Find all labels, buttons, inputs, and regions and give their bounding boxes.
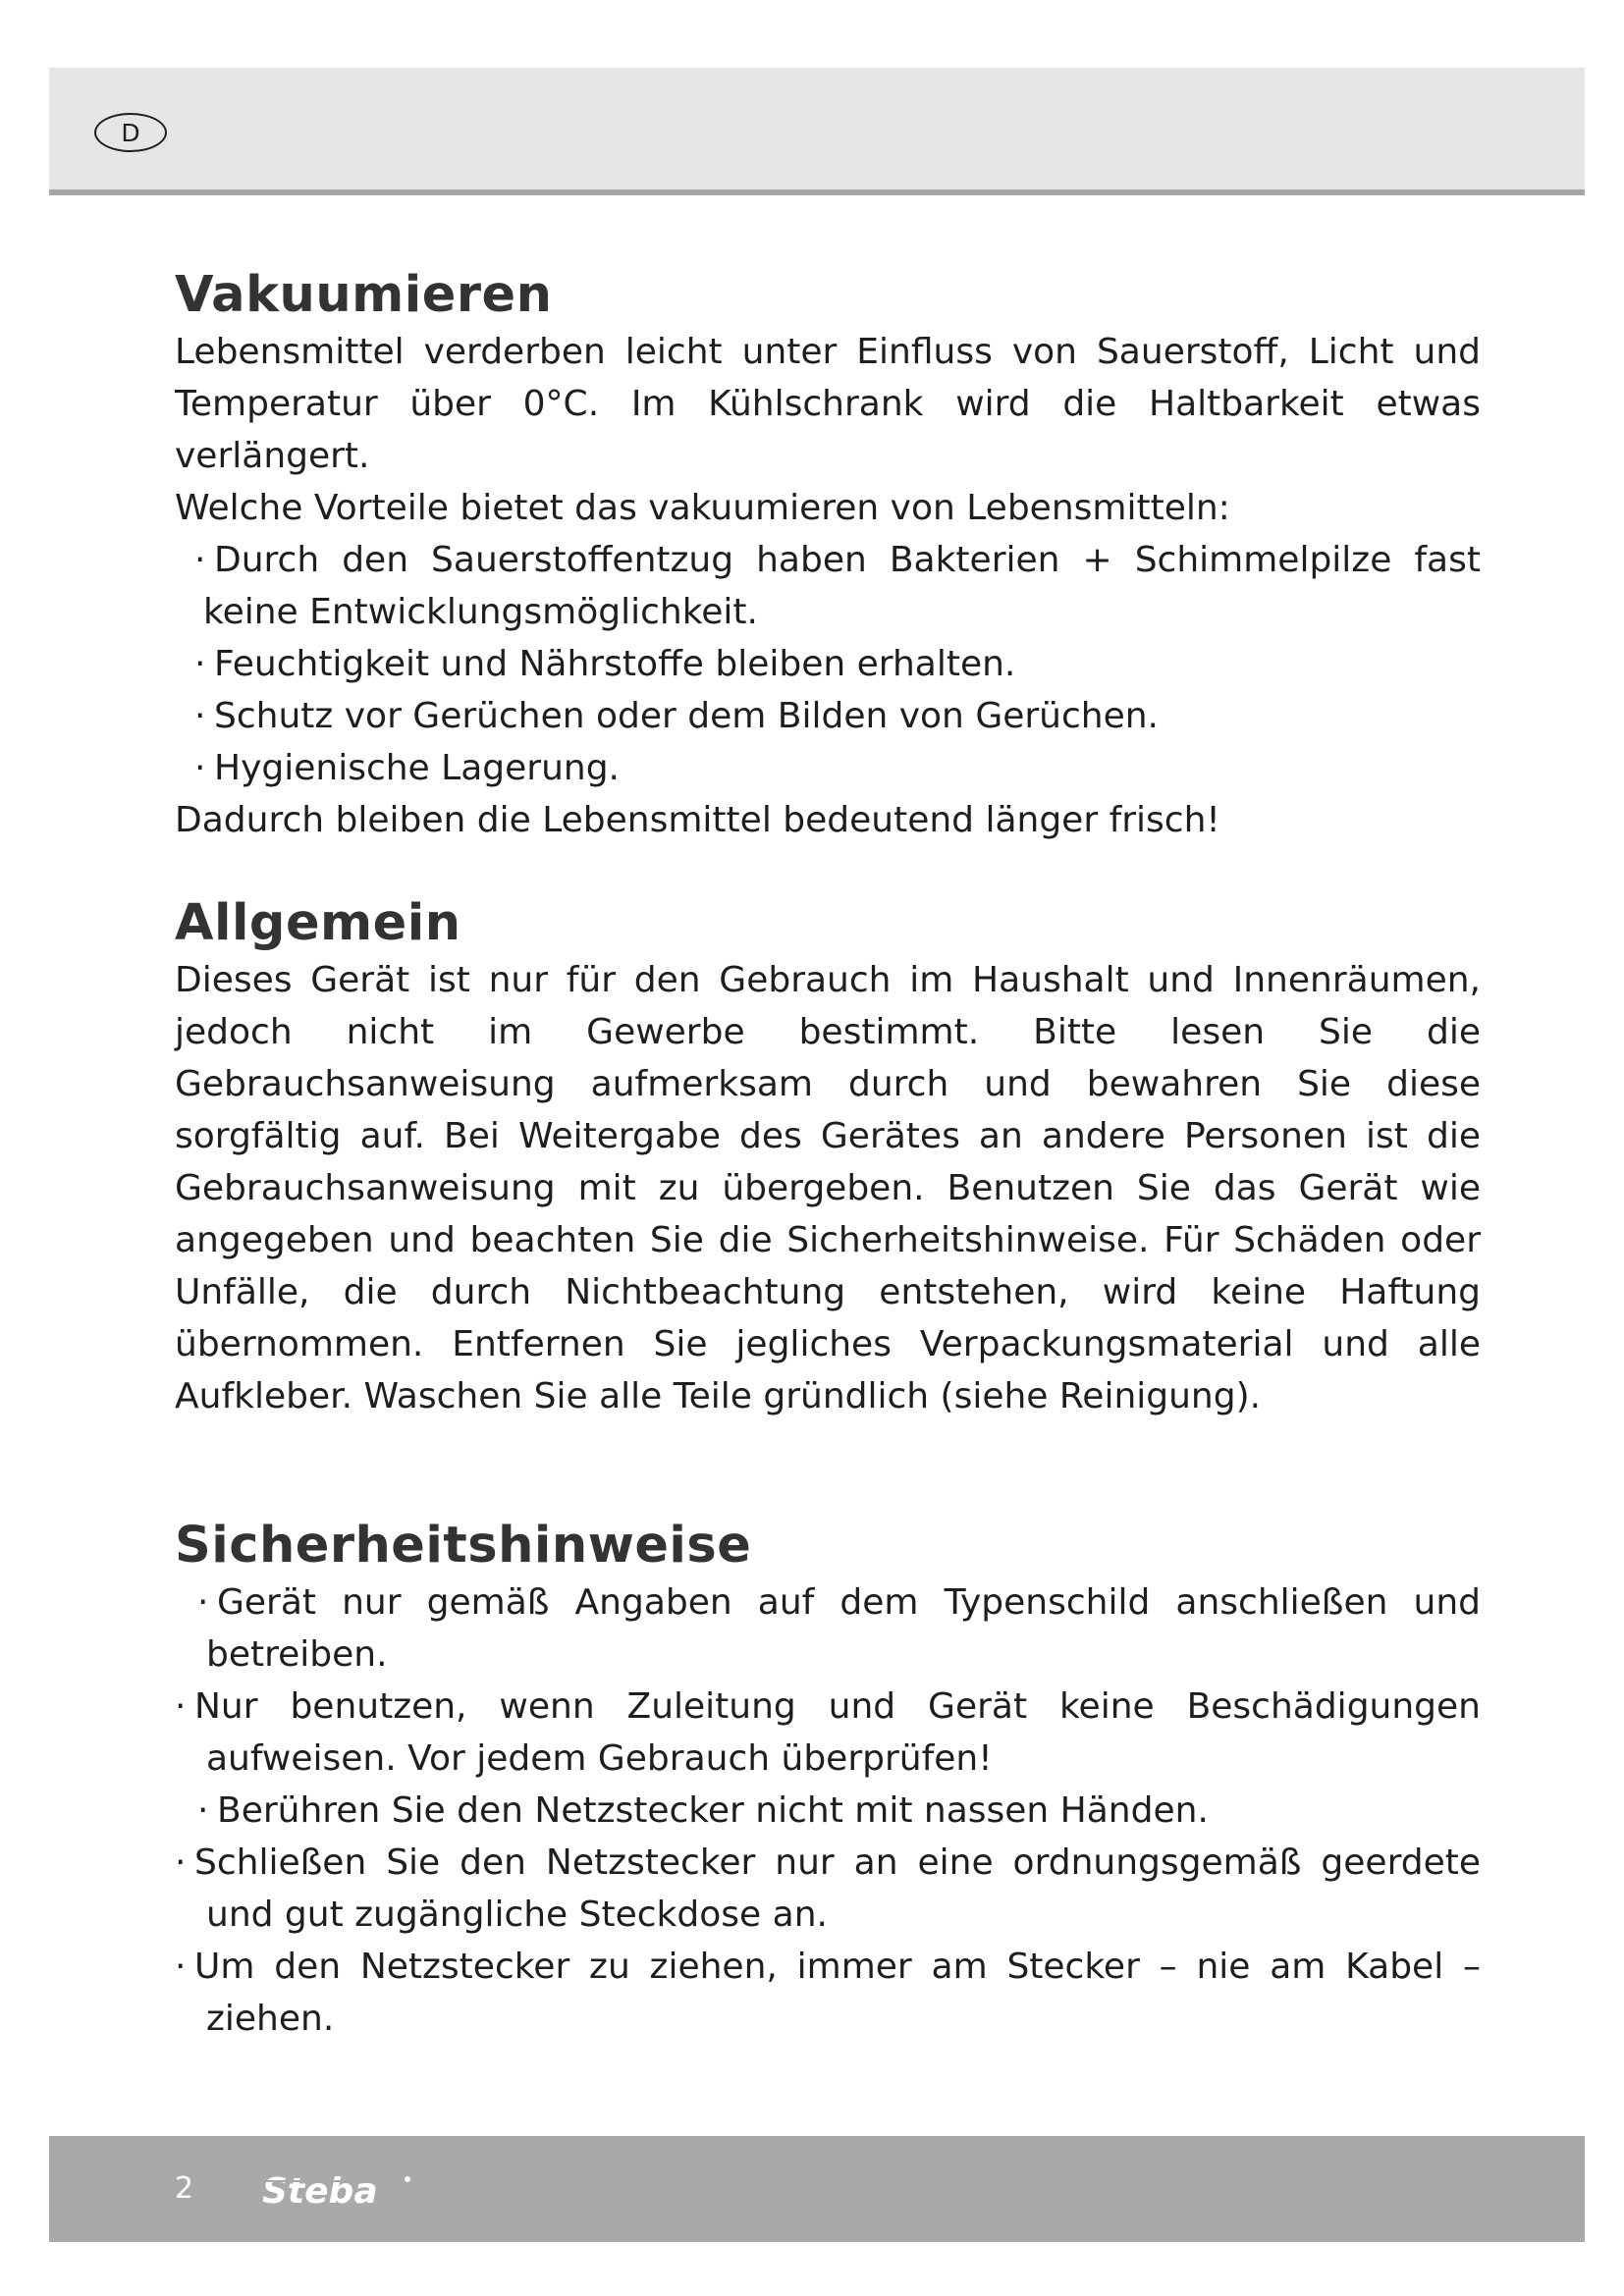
list-item: · Gerät nur gemäß Angaben auf dem Typenschild anschließen und betreiben.: [197, 1582, 1481, 1675]
advantages-list: [175, 534, 1481, 794]
page-number: 2: [175, 2171, 194, 2206]
general-paragraph: Dieses Gerät ist nur für den Gebrauch im Haushalt und Innenräumen, jedoch nicht im Gewerbe bestimmt. Bitte lesen Sie die Gebrauchsanweisung aufmerksam durch und bewahren Sie diese sorgfältig auf. Bei Weitergabe des Gerätes an andere Personen ist die Gebrauchsanweisung mit zu übergeben. Benutzen Sie das Gerät wie angegeben und beachten Sie die Sicherheitshinweise. Für Schäden oder Unfälle, die durch Nichtbeachtung entstehen, wird keine Haftung übernommen. Entfernen Sie jegliches Verpackungsmaterial und alle Aufkleber. Waschen Sie alle Teile gründlich (siehe Reinigung).: [175, 960, 1481, 1416]
list-item: · Nur benutzen, wenn Zuleitung und Gerät keine Beschädigungen aufweisen. Vor jedem Gebrauch überprüfen!: [175, 1686, 1481, 1779]
page-header: [49, 68, 1585, 195]
list-item: · Durch den Sauerstoffentzug haben Bakterien + Schimmelpilze fast keine Entwicklungsmöglichkeit.: [194, 540, 1481, 632]
list-item: · Hygienische Lagerung.: [194, 748, 620, 788]
list-item: · Feuchtigkeit und Nährstoffe bleiben erhalten.: [194, 644, 1016, 684]
safety-list: [175, 1576, 1481, 2045]
section-sicherheitshinweise: [175, 1516, 1481, 2045]
page-footer: [49, 2136, 1585, 2242]
section-title: Sicherheitshinweise: [175, 1517, 752, 1575]
main-content: [175, 265, 1481, 2045]
list-item: · Um den Netzstecker zu ziehen, immer am Stecker – nie am Kabel – ziehen.: [175, 1947, 1481, 2039]
intro-paragraph: Lebensmittel verderben leicht unter Einfluss von Sauerstoff, Licht und Temperatur über 0°C. Im Kühlschrank wird die Haltbarkeit etwas verlängert.: [175, 332, 1481, 476]
language-badge: D: [94, 113, 167, 152]
svg-text:Steba: Steba: [262, 2171, 378, 2212]
section-allgemein: [175, 893, 1481, 1422]
section-title: Allgemein: [175, 894, 461, 952]
question-paragraph: Welche Vorteile bietet das vakuumieren von Lebensmitteln:: [175, 488, 1230, 528]
section-vakuumieren: [175, 265, 1481, 846]
list-item: · Schließen Sie den Netzstecker nur an eine ordnungsgemäß geerdete und gut zugängliche Steckdose an.: [175, 1842, 1481, 1935]
steba-logo-icon: [258, 2169, 415, 2213]
conclusion-paragraph: Dadurch bleiben die Lebensmittel bedeutend länger frisch!: [175, 800, 1220, 840]
list-item: · Schutz vor Gerüchen oder dem Bilden von Gerüchen.: [194, 696, 1159, 736]
section-title: Vakuumieren: [175, 266, 553, 324]
list-item: · Berühren Sie den Netzstecker nicht mit nassen Händen.: [197, 1790, 1209, 1831]
